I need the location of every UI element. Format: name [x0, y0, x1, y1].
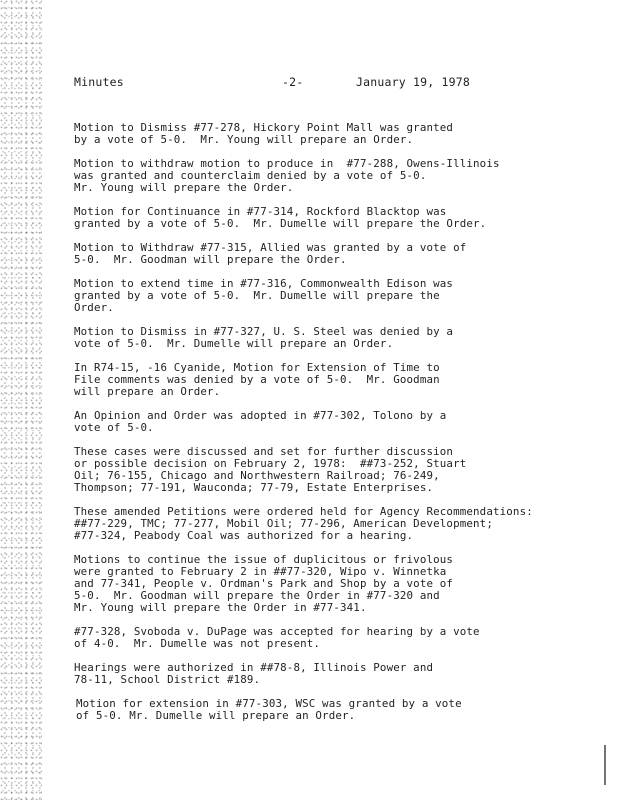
minutes-paragraph: Motion to extend time in #77-316, Commonwealth Edison was granted by a vote of 5-0. Mr. Dumelle will prepare the Order.	[74, 277, 454, 314]
minutes-paragraph: Motion for Continuance in #77-314, Rockford Blacktop was granted by a vote of 5-0. Mr. Dumelle will prepare the Order.	[74, 205, 487, 230]
scan-margin-mark	[604, 745, 606, 785]
minutes-paragraph: Motion to Dismiss in #77-327, U. S. Steel was denied by a vote of 5-0. Mr. Dumelle will prepare an Order.	[74, 325, 454, 350]
minutes-paragraph: Hearings were authorized in ##78-8, Illinois Power and 78-11, School District #189.	[74, 661, 434, 686]
minutes-paragraph: Motion to Withdraw #77-315, Allied was granted by a vote of 5-0. Mr. Goodman will prepare the Order.	[74, 241, 467, 266]
page-header	[74, 75, 494, 91]
minutes-paragraph: Motion to withdraw motion to produce in #77-288, Owens-Illinois was granted and counterclaim denied by a vote of 5-0. Mr. Young will prepare the Order.	[74, 157, 500, 194]
header-title: Minutes	[74, 75, 124, 89]
minutes-body	[74, 122, 574, 734]
minutes-paragraph: Motion for extension in #77-303, WSC was granted by a vote of 5-0. Mr. Dumelle will prepare an Order.	[76, 697, 462, 722]
scan-edge-noise	[0, 0, 42, 800]
minutes-paragraph: These amended Petitions were ordered held for Agency Recommendations: ##77-229, TMC; 77-277, Mobil Oil; 77-296, American Development; #77-324, Peabody Coal was authorized for a hearing.	[74, 505, 533, 542]
header-page-number: -2-	[282, 75, 304, 89]
minutes-paragraph: Motion to Dismiss #77-278, Hickory Point Mall was granted by a vote of 5-0. Mr. Young will prepare an Order.	[74, 121, 454, 146]
minutes-paragraph: An Opinion and Order was adopted in #77-302, Tolono by a vote of 5-0.	[74, 409, 447, 434]
minutes-paragraph: Motions to continue the issue of duplicitous or frivolous were granted to February 2 in ##77-320, Wipo v. Winnetka and 77-341, People v. Ordman's Park and Shop by a vote of 5-0. Mr. Goodman will prepare the Order in #77-320 and Mr. Young will prepare the Order in #77-341.	[74, 553, 454, 614]
minutes-paragraph: In R74-15, -16 Cyanide, Motion for Extension of Time to File comments was denied by a vote of 5-0. Mr. Goodman will prepare an Order.	[74, 361, 440, 398]
header-date: January 19, 1978	[356, 75, 470, 89]
minutes-paragraph: These cases were discussed and set for further discussion or possible decision on February 2, 1978: ##73-252, Stuart Oil; 76-155, Chicago and Northwestern Railroad; 76-249, Thompson; 77-191, Wauconda; 77-79, Estate Enterprises.	[74, 445, 467, 494]
minutes-paragraph: #77-328, Svoboda v. DuPage was accepted for hearing by a vote of 4-0. Mr. Dumelle was not present.	[74, 625, 480, 650]
